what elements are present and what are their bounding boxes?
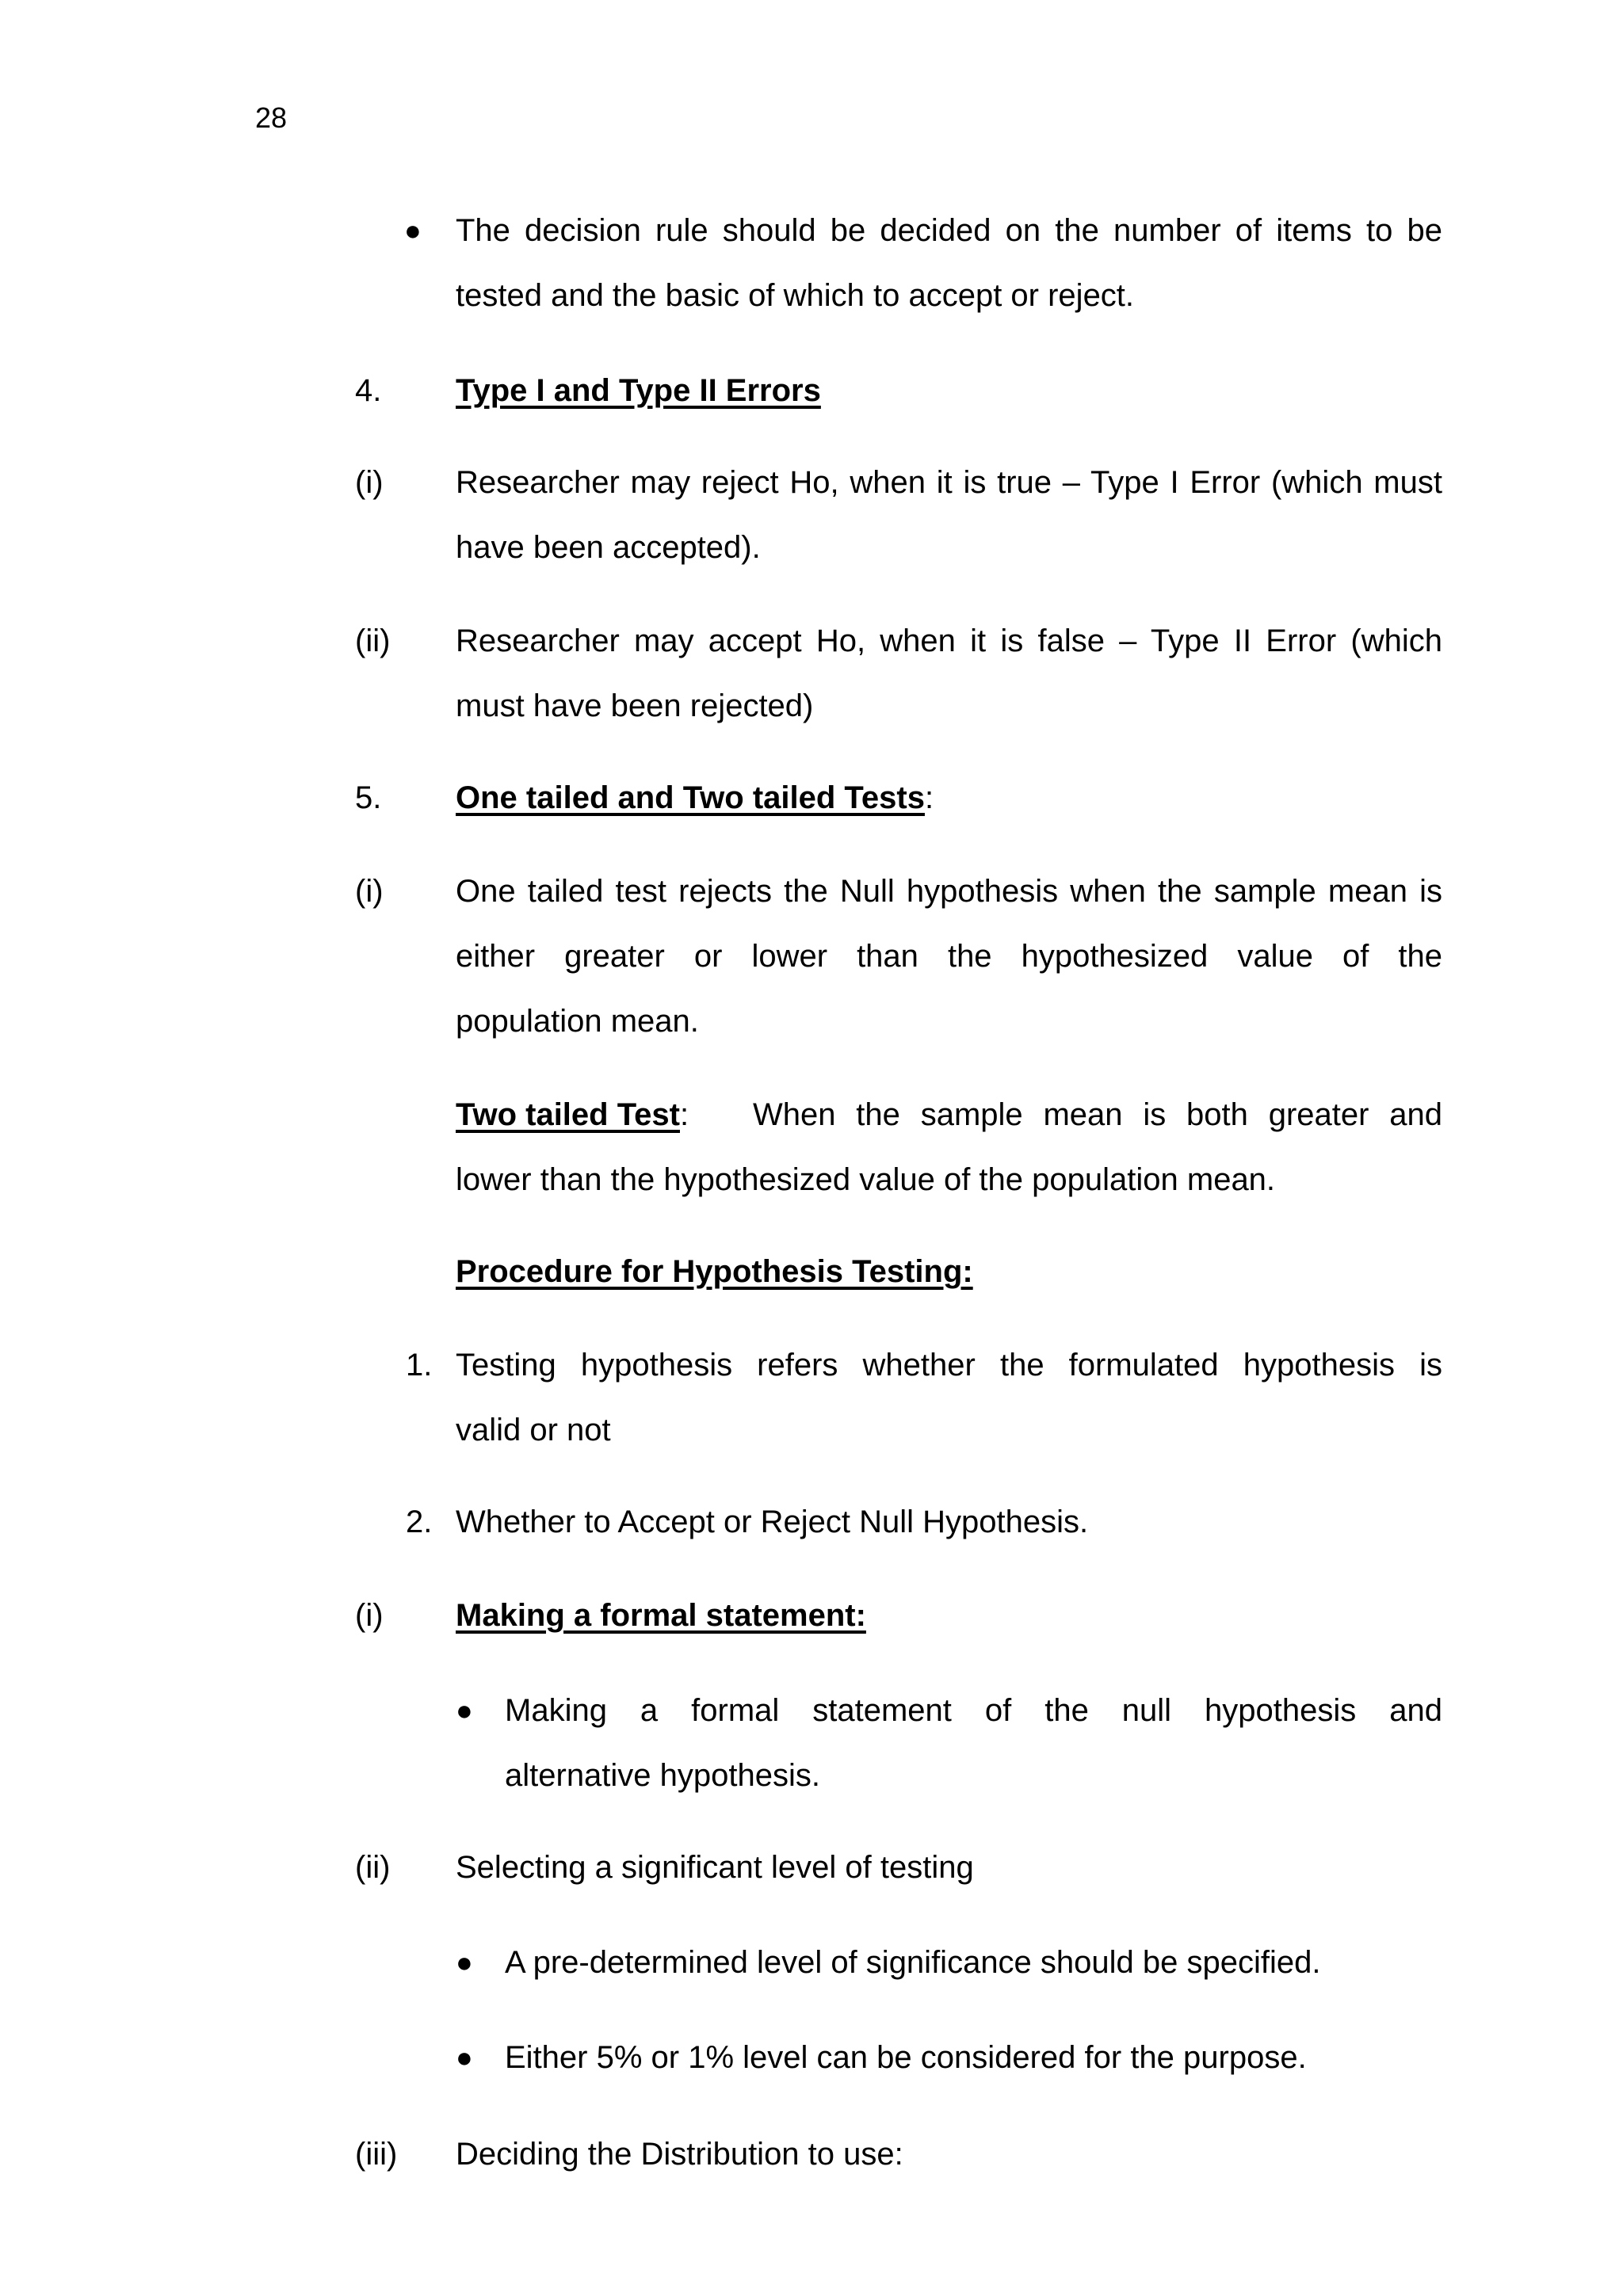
intro-bullet-line1: The decision rule should be decided on the number of items to be	[456, 213, 1442, 248]
section-4-heading: Type I and Type II Errors	[456, 373, 821, 408]
step-iii-text: Deciding the Distribution to use:	[456, 2137, 903, 2172]
step-iii-number: (iii)	[355, 2137, 398, 2172]
two-tailed-heading-line	[456, 1082, 689, 1147]
section-4-item-i-line2: have been accepted).	[456, 530, 761, 565]
procedure-heading: Procedure for Hypothesis Testing:	[456, 1254, 973, 1289]
section-5-heading-line	[456, 765, 934, 830]
two-tailed-line2: lower than the hypothesized value of the population mean.	[456, 1162, 1276, 1197]
step-ii-bullet-2: Either 5% or 1% level can be considered for the purpose.	[505, 2040, 1307, 2075]
section-5-heading: One tailed and Two tailed Tests	[456, 780, 925, 815]
intro-bullet-line2: tested and the basic of which to accept or reject.	[456, 278, 1135, 313]
bullet-icon: ●	[456, 1946, 473, 1978]
step-i-bullet-line2: alternative hypothesis.	[505, 1758, 821, 1793]
procedure-item-1-number: 1.	[406, 1348, 433, 1383]
section-4-item-ii-line1: Researcher may accept Ho, when it is false – Type II Error (which	[456, 624, 1442, 658]
step-ii-text: Selecting a significant level of testing	[456, 1850, 974, 1885]
procedure-item-1-line1: Testing hypothesis refers whether the formulated hypothesis is	[456, 1348, 1442, 1383]
section-4-item-i-line1: Researcher may reject Ho, when it is true – Type I Error (which must	[456, 465, 1442, 500]
section-4-item-ii-number: (ii)	[355, 624, 391, 658]
procedure-item-2-number: 2.	[406, 1505, 433, 1539]
page-number: 28	[255, 101, 288, 134]
step-ii-bullet-1: A pre-determined level of significance should be specified.	[505, 1945, 1321, 1980]
two-tailed-heading: Two tailed Test	[456, 1097, 680, 1132]
bullet-icon: ●	[456, 2041, 473, 2073]
bullet-icon: ●	[404, 214, 422, 246]
step-i-number: (i)	[355, 1598, 384, 1633]
section-4-number: 4.	[355, 373, 382, 408]
section-4-item-ii-line2: must have been rejected)	[456, 688, 814, 723]
procedure-item-2-line1: Whether to Accept or Reject Null Hypothesis.	[456, 1505, 1089, 1539]
procedure-item-1-line2: valid or not	[456, 1413, 611, 1447]
section-5-colon: :	[924, 780, 934, 815]
section-5-item-i-line2: either greater or lower than the hypothesized value of the	[456, 939, 1442, 974]
section-4-item-i-number: (i)	[355, 465, 384, 500]
two-tailed-colon: :	[680, 1097, 689, 1132]
section-5-item-i-number: (i)	[355, 874, 384, 909]
step-i-bullet-line1: Making a formal statement of the null hypothesis and	[505, 1693, 1442, 1728]
step-i-heading: Making a formal statement:	[456, 1598, 866, 1633]
section-5-item-i-line1: One tailed test rejects the Null hypothesis when the sample mean is	[456, 874, 1442, 909]
step-ii-number: (ii)	[355, 1850, 391, 1885]
two-tailed-line1: When the sample mean is both greater and	[753, 1097, 1442, 1132]
bullet-icon: ●	[456, 1694, 473, 1726]
section-5-item-i-line3: population mean.	[456, 1004, 699, 1039]
section-5-number: 5.	[355, 780, 382, 815]
